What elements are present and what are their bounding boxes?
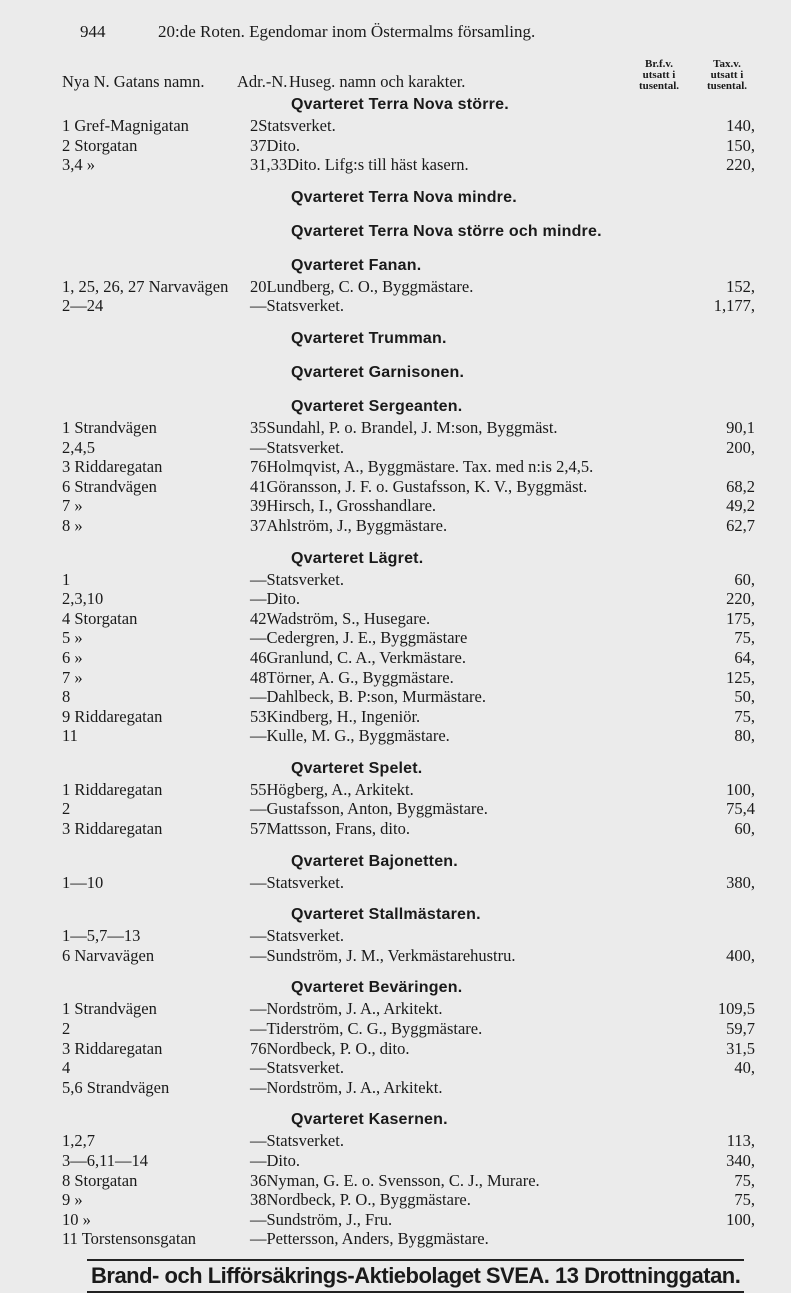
street-address: 3—6,11—14 xyxy=(62,1151,149,1170)
property-row xyxy=(62,1151,755,1171)
owner-name: Ahlström, J., Byggmästare. xyxy=(266,515,448,535)
street-address: 9 Riddaregatan xyxy=(62,706,163,726)
quarter-heading: Qvarteret Bajonetten. xyxy=(291,852,458,870)
owner-name: Göransson, J. F. o. Gustafsson, K. V., Byggmäst. xyxy=(266,476,588,496)
street-address: 11 Torstensonsgatan xyxy=(62,1229,197,1249)
street-address: 4 xyxy=(62,1058,71,1078)
property-row xyxy=(62,1078,755,1098)
col-street: Nya N. Gatans namn. xyxy=(62,72,205,91)
street-address: 2,3,10 xyxy=(62,589,104,609)
owner-name: Wadström, S., Husegare. xyxy=(266,608,431,628)
adr-number: — xyxy=(250,1077,267,1097)
street-address: 3 Riddaregatan xyxy=(62,457,163,477)
adr-number: 55 xyxy=(250,779,267,799)
property-row xyxy=(62,1171,755,1191)
assessed-value: 113, xyxy=(726,1131,755,1151)
street-address: 4 Storgatan xyxy=(62,608,138,628)
property-row xyxy=(62,687,755,707)
adr-number: — xyxy=(250,296,267,316)
page-title: 20:de Roten. Egendomar inom Östermalms församling. xyxy=(158,22,536,41)
owner-name: Statsverket. xyxy=(266,437,344,457)
property-row xyxy=(62,799,755,819)
property-row xyxy=(62,628,755,648)
street-address: 9 » xyxy=(62,1190,83,1210)
property-row xyxy=(62,155,755,175)
assessed-value xyxy=(675,457,755,477)
assessed-value: 100, xyxy=(726,1209,755,1229)
adr-number: 20 xyxy=(250,276,267,296)
adr-number: 36 xyxy=(250,1170,267,1190)
assessed-value: 60, xyxy=(734,569,755,589)
street-address: 11 xyxy=(62,726,78,746)
quarter-heading: Qvarteret Stallmästaren. xyxy=(291,906,481,924)
property-row xyxy=(62,609,755,629)
owner-name: Cedergren, J. E., Byggmästare xyxy=(266,628,468,648)
street-address: 2—24 xyxy=(62,296,104,316)
property-row xyxy=(62,707,755,727)
street-address: 3 Riddaregatan xyxy=(62,819,163,839)
adr-number: 2 xyxy=(250,116,259,135)
street-address: 2 Storgatan xyxy=(62,135,138,155)
owner-name: Statsverket. xyxy=(266,1058,344,1078)
assessed-value: 175, xyxy=(726,608,755,628)
owner-name: Lundberg, C. O., Byggmästare. xyxy=(266,276,474,296)
adr-number: — xyxy=(250,589,267,609)
street-address: 1 Strandvägen xyxy=(62,999,157,1019)
assessed-value: 64, xyxy=(734,647,755,667)
adr-number: 46 xyxy=(250,647,267,667)
owner-name: Granlund, C. A., Verkmästare. xyxy=(266,647,466,667)
owner-name: Holmqvist, A., Byggmästare. Tax. med n:is 2,4,5. xyxy=(266,457,594,477)
owner-name: Statsverket. xyxy=(258,116,336,135)
adr-number: — xyxy=(250,628,267,648)
property-row xyxy=(62,1190,755,1210)
adr-number: — xyxy=(250,437,267,457)
adr-number: 41 xyxy=(250,476,267,496)
adr-number: — xyxy=(250,926,267,946)
adr-number: — xyxy=(250,872,267,892)
street-address: 2,4,5 xyxy=(62,437,95,457)
quarter-heading: Qvarteret Lägret. xyxy=(291,549,424,567)
property-row xyxy=(62,477,755,497)
quarter-heading: Qvarteret Kasernen. xyxy=(291,1111,448,1129)
property-row xyxy=(62,589,755,609)
adr-number: 48 xyxy=(250,667,267,687)
quarter-heading: Qvarteret Terra Nova större. xyxy=(291,96,509,113)
adr-number: 42 xyxy=(250,608,267,628)
assessed-value: 49,2 xyxy=(726,496,755,516)
assessed-value: 75, xyxy=(734,1190,755,1210)
owner-name: Sundström, J. M., Verkmästarehustru. xyxy=(266,945,516,965)
property-row xyxy=(62,438,755,458)
assessed-value: 152, xyxy=(726,276,755,296)
adr-number: 76 xyxy=(250,457,267,477)
assessed-value xyxy=(675,1078,755,1098)
adr-number: 38 xyxy=(250,1190,267,1210)
owner-name: Högberg, A., Arkitekt. xyxy=(266,779,414,799)
property-row xyxy=(62,648,755,668)
assessed-value: 50, xyxy=(734,687,755,707)
assessed-value: 150, xyxy=(726,135,755,155)
owner-name: Sundahl, P. o. Brandel, J. M:son, Byggmäst. xyxy=(266,417,558,437)
property-row xyxy=(62,116,755,136)
assessed-value: 125, xyxy=(726,667,755,687)
quarter-heading: Qvarteret Spelet. xyxy=(291,759,423,777)
assessed-value: 140, xyxy=(726,116,755,135)
footer-advertisement: Brand- och Lifförsäkrings-Aktiebolaget SVEA. 13 Drottninggatan. xyxy=(87,1259,744,1293)
owner-name: Törner, A. G., Byggmästare. xyxy=(266,667,454,687)
property-listing xyxy=(62,94,755,1249)
street-address: 6 Strandvägen xyxy=(62,476,157,496)
adr-number: 35 xyxy=(250,417,267,437)
street-address: 8 » xyxy=(62,515,83,535)
adr-number: — xyxy=(250,1209,267,1229)
assessed-value: 75, xyxy=(734,706,755,726)
street-address: 1,2,7 xyxy=(62,1131,95,1151)
property-row xyxy=(62,926,755,946)
quarter-heading: Qvarteret Garnisonen. xyxy=(291,363,465,381)
assessed-value: 60, xyxy=(734,819,755,839)
property-row xyxy=(62,418,755,438)
assessed-value: 90,1 xyxy=(726,417,755,437)
assessed-value: 109,5 xyxy=(717,999,755,1019)
property-row xyxy=(62,819,755,839)
property-row xyxy=(62,457,755,477)
assessed-value: 100, xyxy=(726,779,755,799)
street-address: 1—10 xyxy=(62,872,104,892)
street-address: 2 xyxy=(62,1019,71,1039)
owner-name: Sundström, J., Fru. xyxy=(266,1209,393,1229)
adr-number: — xyxy=(250,945,267,965)
assessed-value: 62,7 xyxy=(726,515,755,535)
column-headers xyxy=(62,46,755,92)
assessed-value xyxy=(675,926,755,946)
street-address: 8 xyxy=(62,687,71,707)
street-address: 3 Riddaregatan xyxy=(62,1038,163,1058)
property-row xyxy=(62,780,755,800)
owner-name: Hirsch, I., Grosshandlare. xyxy=(266,496,437,516)
owner-name: Tiderström, C. G., Byggmästare. xyxy=(266,1019,483,1039)
owner-name: Nordbeck, P. O., dito. xyxy=(266,1038,410,1058)
adr-number: 76 xyxy=(250,1038,267,1058)
owner-name: Nordbeck, P. O., Byggmästare. xyxy=(266,1190,471,1210)
adr-number: — xyxy=(250,799,267,819)
page-header xyxy=(62,18,755,46)
assessed-value: 1,177, xyxy=(713,296,755,316)
quarter-heading: Qvarteret Fanan. xyxy=(291,256,422,274)
property-row xyxy=(62,1039,755,1059)
property-row xyxy=(62,1019,755,1039)
owner-name: Statsverket. xyxy=(266,569,344,589)
col-brf: Br.f.v. utsatt i tusental. xyxy=(638,58,680,92)
adr-number: — xyxy=(250,569,267,589)
owner-name: Statsverket. xyxy=(266,1131,344,1151)
property-row xyxy=(62,873,755,893)
adr-number: — xyxy=(250,1229,267,1249)
owner-name: Dito. Lifg:s till häst kasern. xyxy=(287,155,469,175)
assessed-value: 380, xyxy=(726,872,755,892)
assessed-value: 200, xyxy=(726,437,755,457)
adr-number: 39 xyxy=(250,496,267,516)
assessed-value: 59,7 xyxy=(726,1019,755,1039)
adr-number: — xyxy=(250,1131,267,1151)
owner-name: Kindberg, H., Ingeniör. xyxy=(266,706,421,726)
owner-name: Dahlbeck, B. P:son, Murmästare. xyxy=(266,687,487,707)
street-address: 2 xyxy=(62,799,71,819)
quarter-heading: Qvarteret Terra Nova mindre. xyxy=(291,188,517,206)
property-row xyxy=(62,496,755,516)
property-row xyxy=(62,1058,755,1078)
street-address: 6 Narvavägen xyxy=(62,945,155,965)
adr-number: — xyxy=(250,999,267,1019)
property-row xyxy=(62,296,755,316)
property-row xyxy=(62,1229,755,1249)
adr-number: 37 xyxy=(250,515,267,535)
assessed-value: 220, xyxy=(726,155,755,175)
property-row xyxy=(62,1131,755,1151)
quarter-heading: Qvarteret Trumman. xyxy=(291,329,447,347)
adr-number: — xyxy=(250,1151,267,1170)
street-address: 6 » xyxy=(62,647,83,667)
adr-number: 31,33 xyxy=(250,155,288,175)
street-address: 7 » xyxy=(62,667,83,687)
street-address: 5 » xyxy=(62,628,83,648)
assessed-value: 68,2 xyxy=(726,476,755,496)
adr-number: 53 xyxy=(250,706,267,726)
property-row xyxy=(62,668,755,688)
property-row xyxy=(62,1210,755,1230)
property-row xyxy=(62,136,755,156)
adr-number: — xyxy=(250,726,267,746)
assessed-value xyxy=(675,1229,755,1249)
assessed-value: 75, xyxy=(734,1170,755,1190)
page-number: 944 xyxy=(80,22,106,41)
assessed-value: 75,4 xyxy=(726,799,755,819)
assessed-value: 340, xyxy=(726,1151,755,1170)
assessed-value: 80, xyxy=(734,726,755,746)
owner-name: Pettersson, Anders, Byggmästare. xyxy=(266,1229,489,1249)
adr-number: 57 xyxy=(250,819,267,839)
owner-name: Dito. xyxy=(266,1151,300,1170)
owner-name: Kulle, M. G., Byggmästare. xyxy=(266,726,450,746)
col-owner: Huseg. namn och karakter. xyxy=(289,72,466,91)
adr-number: — xyxy=(250,1019,267,1039)
street-address: 5,6 Strandvägen xyxy=(62,1077,170,1097)
street-address: 8 Storgatan xyxy=(62,1170,138,1190)
owner-name: Statsverket. xyxy=(266,926,344,946)
street-address: 1—5,7—13 xyxy=(62,926,141,946)
adr-number: — xyxy=(250,687,267,707)
assessed-value: 31,5 xyxy=(726,1038,755,1058)
adr-number: 37 xyxy=(250,135,267,155)
street-address: 1 xyxy=(62,569,71,589)
col-tax: Tax.v. utsatt i tusental. xyxy=(706,58,748,92)
property-row xyxy=(62,277,755,297)
owner-name: Statsverket. xyxy=(266,296,344,316)
street-address: 7 » xyxy=(62,496,83,516)
street-address: 1 Gref-Magnigatan xyxy=(62,116,189,135)
owner-name: Nordström, J. A., Arkitekt. xyxy=(266,1077,443,1097)
owner-name: Gustafsson, Anton, Byggmästare. xyxy=(266,799,488,819)
adr-number: — xyxy=(250,1058,267,1078)
street-address: 1 Riddaregatan xyxy=(62,779,163,799)
property-row xyxy=(62,570,755,590)
quarter-heading: Qvarteret Terra Nova större och mindre. xyxy=(291,222,602,240)
assessed-value: 400, xyxy=(726,945,755,965)
property-row xyxy=(62,946,755,966)
assessed-value: 75, xyxy=(734,628,755,648)
assessed-value: 220, xyxy=(726,589,755,609)
street-address: 1, 25, 26, 27 Narvavägen xyxy=(62,276,229,296)
property-row xyxy=(62,516,755,536)
owner-name: Dito. xyxy=(266,589,300,609)
assessed-value: 40, xyxy=(734,1058,755,1078)
owner-name: Statsverket. xyxy=(266,872,344,892)
owner-name: Nyman, G. E. o. Svensson, C. J., Murare. xyxy=(266,1170,540,1190)
property-row xyxy=(62,726,755,746)
owner-name: Mattsson, Frans, dito. xyxy=(266,819,410,839)
property-row xyxy=(62,999,755,1019)
quarter-heading: Qvarteret Sergeanten. xyxy=(291,397,463,415)
owner-name: Nordström, J. A., Arkitekt. xyxy=(266,999,443,1019)
street-address: 10 » xyxy=(62,1209,91,1229)
street-address: 1 Strandvägen xyxy=(62,417,157,437)
quarter-heading: Qvarteret Beväringen. xyxy=(291,979,463,997)
col-adr: Adr.-N. xyxy=(237,72,288,91)
street-address: 3,4 » xyxy=(62,155,95,175)
owner-name: Dito. xyxy=(266,135,300,155)
